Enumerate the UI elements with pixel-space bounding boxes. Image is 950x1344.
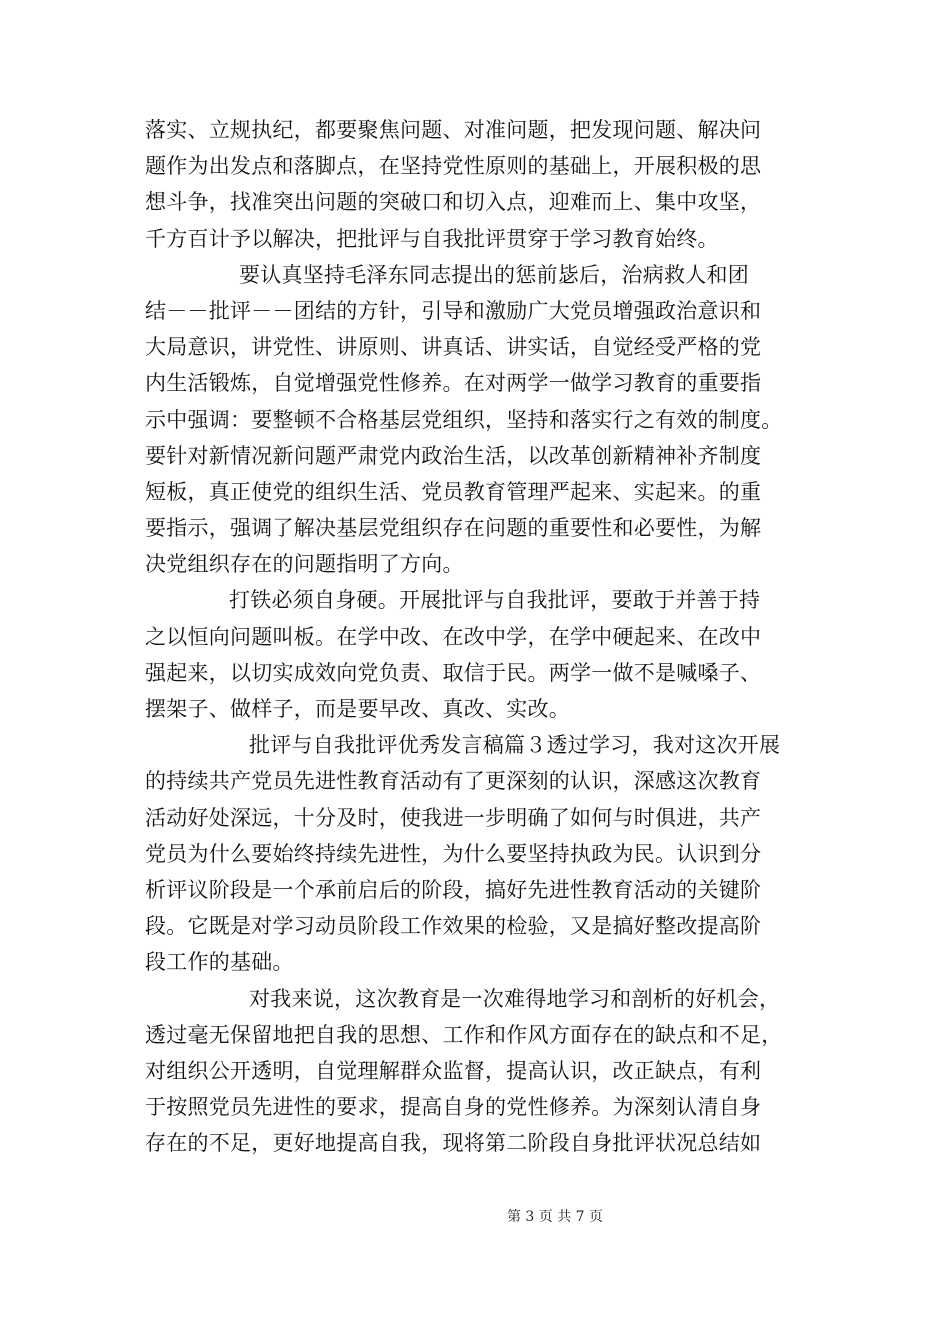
text-line: 的持续共产党员先进性教育活动有了更深刻的认识，深感这次教育 [145, 769, 762, 794]
text-line: 要针对新情况新问题严肃党内政治生活，以改革创新精神补齐制度 [145, 443, 762, 468]
text-line: 党员为什么要始终持续先进性，为什么要坚持执政为民。认识到分 [145, 841, 762, 866]
text-line: 想斗争，找准突出问题的突破口和切入点，迎难而上、集中攻坚， [145, 190, 762, 215]
text-line: 题作为出发点和落脚点，在坚持党性原则的基础上，开展积极的思 [145, 154, 762, 179]
text-line: 段工作的基础。 [145, 950, 294, 975]
text-line: 决党组织存在的问题指明了方向。 [145, 552, 464, 577]
text-line: 析评议阶段是一个承前启后的阶段，搞好先进性教育活动的关键阶 [145, 877, 762, 902]
text-line: 短板，真正使党的组织生活、党员教育管理严起来、实起来。的重 [145, 479, 762, 504]
paragraph [145, 112, 815, 257]
document-body [145, 112, 815, 1161]
text-line: 对组织公开透明，自觉理解群众监督，提高认识，改正缺点，有利 [145, 1058, 762, 1083]
text-line: 对我来说，这次教育是一次难得地学习和剖析的好机会， [249, 986, 781, 1011]
text-line: 结－－批评－－团结的方针，引导和激励广大党员增强政治意识和 [145, 298, 762, 323]
text-line: 内生活锻炼，自觉增强党性修养。在对两学一做学习教育的重要指 [145, 371, 762, 396]
text-line: 千方百计予以解决，把批评与自我批评贯穿于学习教育始终。 [145, 226, 719, 251]
page-footer: 第 3 页 共 7 页 [506, 1209, 604, 1225]
text-line: 要指示，强调了解决基层党组织存在问题的重要性和必要性，为解 [145, 516, 762, 541]
text-line: 之以恒向问题叫板。在学中改、在改中学，在学中硬起来、在改中 [145, 624, 762, 649]
text-line: 落实、立规执纪，都要聚焦问题、对准问题，把发现问题、解决问 [145, 118, 762, 142]
paragraph [145, 981, 815, 1162]
text-line: 示中强调：要整顿不合格基层党组织，坚持和落实行之有效的制度。 [145, 407, 783, 432]
text-line: 打铁必须自身硬。开展批评与自我批评，要敢于并善于持 [229, 588, 761, 613]
paragraph [145, 582, 815, 727]
text-line: 摆架子、做样子，而是要早改、真改、实改。 [145, 697, 570, 721]
text-line: 于按照党员先进性的要求，提高自身的党性修养。为深刻认清自身 [145, 1095, 762, 1120]
text-line: 批评与自我批评优秀发言稿篇３透过学习，我对这次开展 [249, 733, 781, 758]
paragraph [145, 727, 815, 980]
text-line: 存在的不足，更好地提高自我，现将第二阶段自身批评状况总结如 [145, 1131, 762, 1156]
text-line: 大局意识，讲党性、讲原则、讲真话、讲实话，自觉经受严格的党 [145, 335, 762, 360]
text-line: 段。它既是对学习动员阶段工作效果的检验，又是搞好整改提高阶 [145, 914, 762, 939]
text-line: 强起来，以切实成效向党负责、取信于民。两学一做不是喊嗓子、 [145, 660, 762, 685]
text-line: 活动好处深远，十分及时，使我进一步明确了如何与时俱进，共产 [145, 805, 762, 830]
text-line: 透过毫无保留地把自我的思想、工作和作风方面存在的缺点和不足， [145, 1022, 783, 1047]
text-line: 要认真坚持毛泽东同志提出的惩前毖后，治病救人和团 [239, 262, 749, 287]
paragraph [145, 257, 815, 583]
